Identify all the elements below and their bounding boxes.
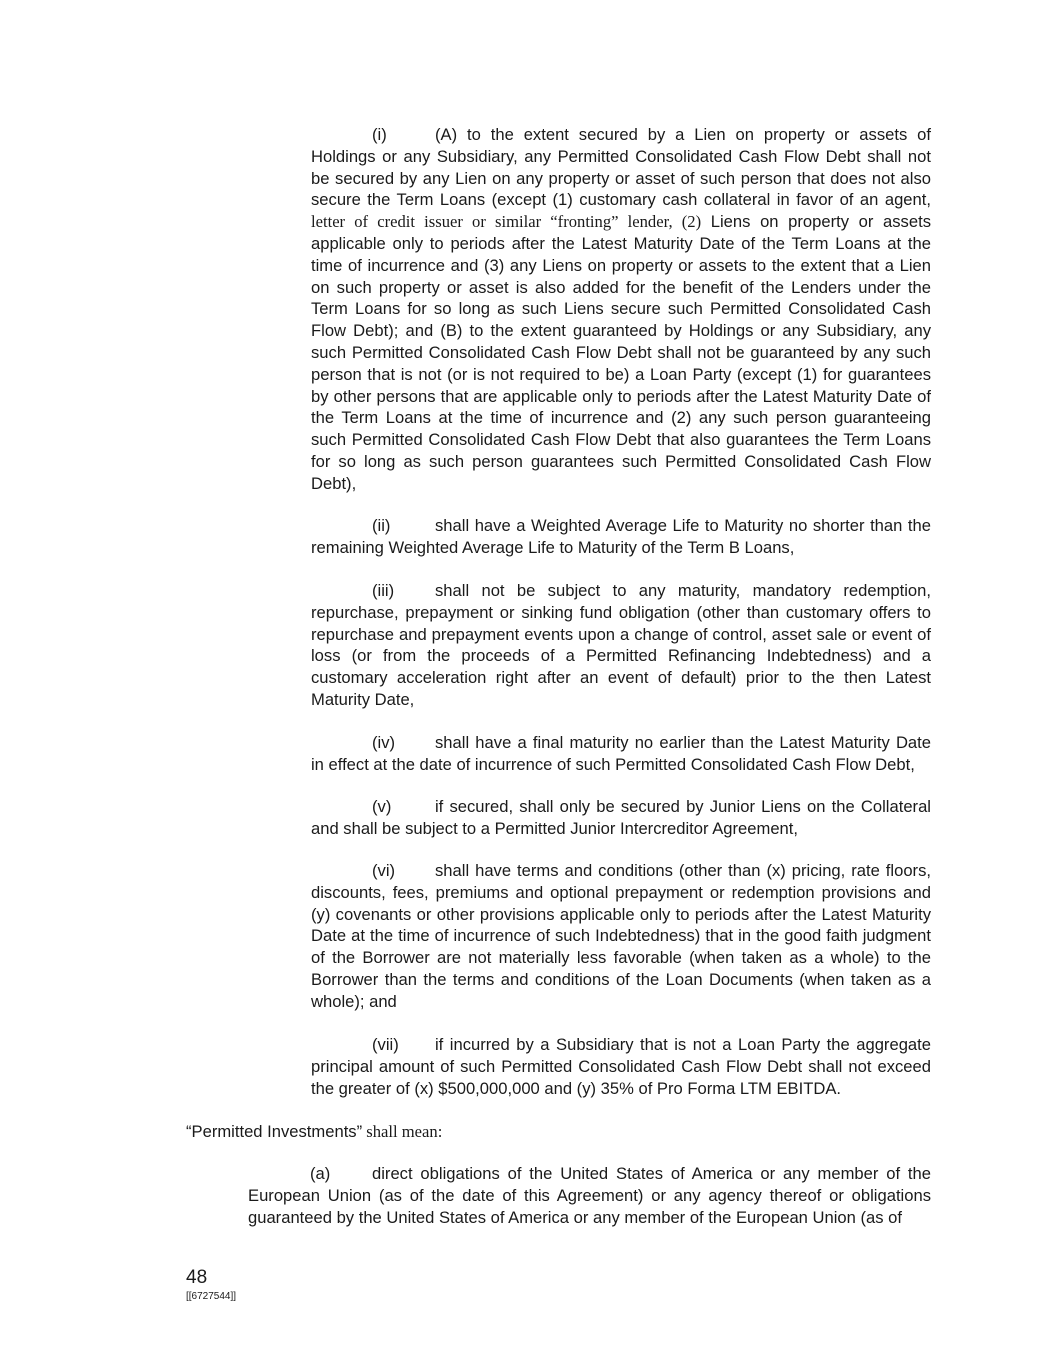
definition-heading	[186, 1121, 442, 1143]
clause-text: shall have a Weighted Average Life to Maturity no shorter than the remaining Weighted Average Life to Maturity of the Term B Loans,	[311, 516, 931, 557]
definition-clause-a	[248, 1163, 931, 1228]
clause-number: (v)	[372, 797, 392, 816]
clause-text: Liens on property or assets applicable only to periods after the Latest Maturity Date of the Term Loans at the time of incurrence and (3) any Liens on property or assets to the extent that a Lien on such property or asset is also added for the benefit of the Lenders under the Term Loans for so long as such Liens secure such Permitted Consolidated Cash Flow Debt); and (B) to the extent guaranteed by Holdings or any Subsidiary, any such Permitted Consolidated Cash Flow Debt shall not be guaranteed by any such person that is not (or is not required to be) a Loan Party (except (1) for guarantees by other persons that are applicable only to periods after the Latest Maturity Date of the Term Loans at the time of incurrence and (2) any such person guaranteeing such Permitted Consolidated Cash Flow Debt that also guarantees the Term Loans for so long as such person guarantees such Permitted Consolidated Cash Flow Debt),	[311, 212, 931, 493]
defined-term: “Permitted Investments”	[186, 1122, 363, 1141]
clause-v	[311, 796, 931, 840]
clause-text: if secured, shall only be secured by Junior Liens on the Collateral and shall be subject to a Permitted Junior Intercreditor Agreement,	[311, 797, 931, 838]
clause-number: (vii)	[372, 1035, 399, 1054]
clause-ii	[311, 515, 931, 559]
clause-iv-body	[311, 732, 931, 776]
definition-clause-a-body	[248, 1163, 931, 1228]
clause-ii-body	[311, 515, 931, 559]
document-id: [[6727544]]	[186, 1291, 237, 1302]
page-number: 48	[186, 1267, 208, 1288]
clause-iii	[311, 580, 931, 711]
clause-text: (A) to the extent secured by a Lien on property or assets of Holdings or any Subsidiary, any Permitted Consolidated Cash Flow Debt shall not be secured by any Lien on any property or asset of such person that does not also secure the Term Loans (except (1) customary cash collateral in favor of an agent,	[311, 125, 931, 210]
clause-text: shall have a final maturity no earlier than the Latest Maturity Date in effect at the date of incurrence of such Permitted Consolidated Cash Flow Debt,	[311, 733, 931, 774]
clause-number: (vi)	[372, 861, 396, 880]
clause-text: direct obligations of the United States of America or any member of the European Union (as of the date of this Agreement) or any agency thereof or obligations guaranteed by the United States of America or any member of the European Union (as of	[248, 1164, 931, 1227]
clause-text: if incurred by a Subsidiary that is not a Loan Party the aggregate principal amount of such Permitted Consolidated Cash Flow Debt shall not exceed the greater of (x) $500,000,000 and (y) 35% of Pro Forma LTM EBITDA.	[311, 1035, 931, 1098]
clause-number: (a)	[310, 1164, 331, 1183]
definition-suffix: shall mean:	[362, 1122, 443, 1141]
clause-vii-body	[311, 1034, 931, 1099]
clause-number: (iv)	[372, 733, 396, 752]
clause-vi-body	[311, 860, 931, 1013]
clause-iv	[311, 732, 931, 776]
clause-number: (iii)	[372, 581, 395, 600]
clause-number: (ii)	[372, 516, 391, 535]
clause-i	[311, 124, 931, 495]
clause-number: (i)	[372, 125, 387, 144]
clause-text: shall not be subject to any maturity, mandatory redemption, repurchase, prepayment or sinking fund obligation (other than customary offers to repurchase and prepayment events upon a change of control, asset sale or event of loss (or from the proceeds of a Permitted Refinancing Indebtedness) and a customary acceleration right after an event of default) prior to the then Latest Maturity Date,	[311, 581, 931, 709]
clause-vii	[311, 1034, 931, 1099]
clause-text-serif: letter of credit issuer or similar “fronting” lender, (2)	[311, 212, 702, 232]
clause-text: shall have terms and conditions (other than (x) pricing, rate floors, discounts, fees, premiums and optional prepayment or redemption provisions and (y) covenants or other provisions applicable only to periods after the Latest Maturity Date at the time of incurrence of such Indebtedness) that in the good faith judgment of the Borrower are not materially less favorable (when taken as a whole) to the Borrower than the terms and conditions of the Loan Documents (when taken as a whole); and	[311, 861, 931, 1011]
clause-i-body	[311, 124, 931, 495]
clause-vi	[311, 860, 931, 1013]
clause-v-body	[311, 796, 931, 840]
clause-iii-body	[311, 580, 931, 711]
